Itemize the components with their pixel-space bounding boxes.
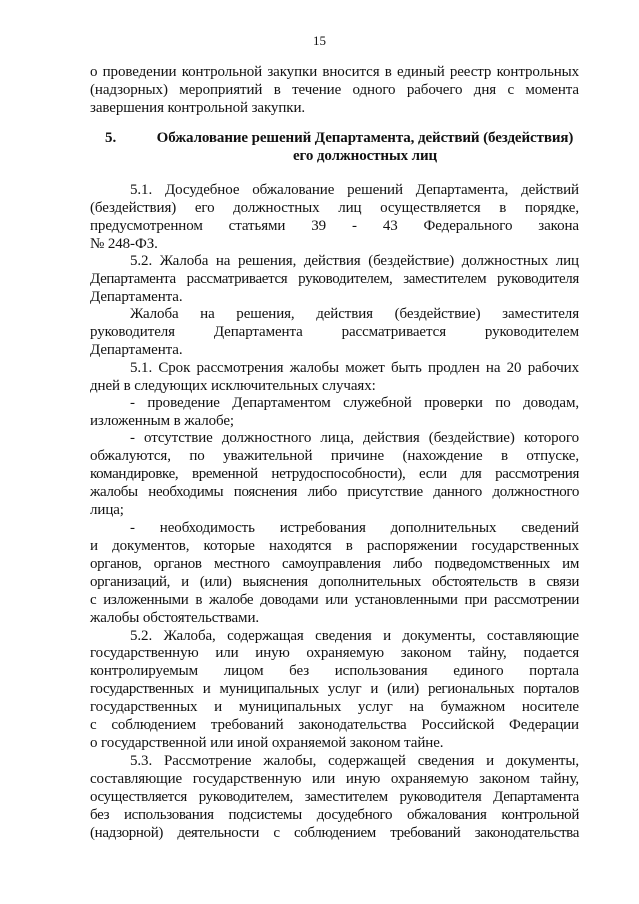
paragraph-line: предусмотренном статьями 39 - 43 Федерального закона	[90, 218, 579, 234]
paragraph-line: организаций, и (или) выяснения дополнительных обстоятельств в связи	[90, 574, 579, 590]
paragraph-line: и документов, которые находятся в распоряжении государственных	[90, 538, 579, 554]
section-number: 5.	[105, 130, 117, 146]
paragraph-line: Департамента.	[90, 289, 183, 305]
paragraph-line: - отсутствие должностного лица, действия (бездействие) которого	[130, 430, 579, 446]
paragraph-line: изложенным в жалобе;	[90, 413, 234, 429]
paragraph-line: составляющие государственную или иную охраняемую законом тайну,	[90, 771, 579, 787]
paragraph-line: 5.2. Жалоба, содержащая сведения и документы, составляющие	[130, 628, 579, 644]
paragraph-line: - необходимость истребования дополнительных сведений	[130, 520, 579, 536]
paragraph-line: лица;	[90, 502, 124, 518]
paragraph-line: - проведение Департаментом служебной проверки по доводам,	[130, 395, 579, 411]
paragraph-line: № 248-ФЗ.	[90, 236, 158, 252]
paragraph-line: (надзорных) мероприятий в течение одного рабочего дня с момента	[90, 82, 579, 98]
paragraph-line: без использования подсистемы досудебного обжалования контрольной	[90, 807, 579, 823]
paragraph-line: (бездействия) его должностных лиц осуществляется в порядке,	[90, 200, 579, 216]
paragraph-line: обжалуются, по уважительной причине (нахождение в отпуске,	[90, 448, 579, 464]
section-title-line-1: Обжалование решений Департамента, действий (бездействия)	[156, 130, 574, 146]
paragraph-line: государственных и муниципальных услуг на бумажном носителе	[90, 699, 579, 715]
paragraph-line: государственную или иную охраняемую законом тайну, подается	[90, 645, 579, 661]
paragraph-line: осуществляется руководителем, заместителем руководителя Департамента	[90, 789, 579, 805]
paragraph-line: органов, органов местного самоуправления либо подведомственных им	[90, 556, 579, 572]
paragraph-line: жалобы необходимы пояснения либо присутствие данного должностного	[90, 484, 579, 500]
paragraph-line: государственных и муниципальных услуг и (или) региональных порталов	[90, 681, 579, 697]
page-number: 15	[313, 33, 326, 48]
paragraph-line: жалобы обстоятельствами.	[90, 610, 260, 626]
paragraph-line: Жалоба на решения, действия (бездействие) заместителя	[130, 306, 579, 322]
paragraph-line: командировке, временной нетрудоспособности), если для рассмотрения	[90, 466, 579, 482]
paragraph-line: завершения контрольной закупки.	[90, 100, 306, 116]
paragraph-line: 5.3. Рассмотрение жалобы, содержащей сведения и документы,	[130, 753, 579, 769]
paragraph-line: (надзорной) деятельности с соблюдением требований законодательства	[90, 825, 579, 841]
paragraph-line: с изложенными в жалобе доводами или установленными при рассмотрении	[90, 592, 579, 608]
paragraph-line: 5.1. Досудебное обжалование решений Департамента, действий	[130, 182, 579, 198]
paragraph-line: с соблюдением требований законодательства Российской Федерации	[90, 717, 579, 733]
paragraph-line: о государственной или иной охраняемой законом тайне.	[90, 735, 444, 751]
paragraph-line: о проведении контрольной закупки вносится в единый реестр контрольных	[90, 64, 579, 80]
paragraph-line: контролируемым лицом без использования единого портала	[90, 663, 579, 679]
paragraph-line: руководителя Департамента рассматривается руководителем	[90, 324, 579, 340]
paragraph-line: Департамента.	[90, 342, 183, 358]
paragraph-line: 5.2. Жалоба на решения, действия (бездействие) должностных лиц	[130, 253, 579, 269]
paragraph-line: Департамента рассматривается руководителем, заместителем руководителя	[90, 271, 579, 287]
paragraph-line: 5.1. Срок рассмотрения жалобы может быть продлен на 20 рабочих	[130, 360, 579, 376]
paragraph-line: дней в следующих исключительных случаях:	[90, 378, 376, 394]
section-title-line-2: его должностных лиц	[292, 148, 438, 164]
